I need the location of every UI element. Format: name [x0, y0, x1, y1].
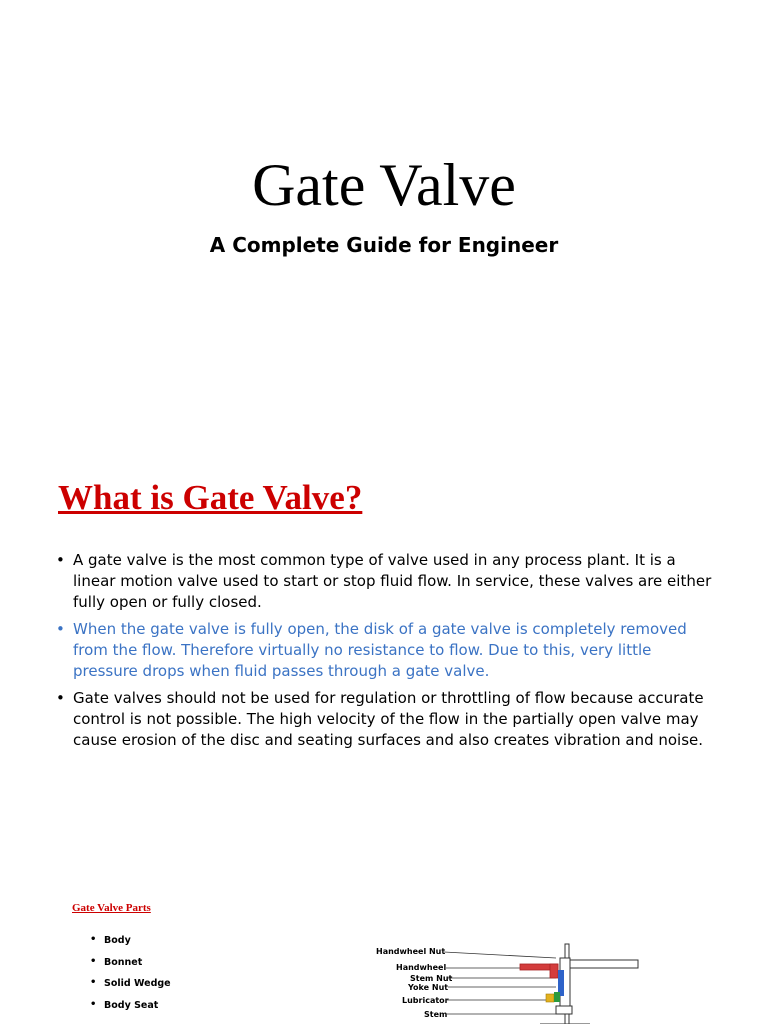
- bullet-item: [56, 688, 716, 751]
- bullet-list: [56, 550, 716, 757]
- gate-valve-diagram: [360, 940, 650, 1024]
- bullet-text: A gate valve is the most common type of valve used in any process plant. It is a linear motion valve used to start or stop fluid flow. In service, these valves are either fully open or fully closed.: [73, 551, 712, 611]
- title-slide: [0, 0, 768, 430]
- bullet-dot-icon: •: [90, 998, 97, 1010]
- diagram-label: Yoke Nut: [408, 983, 449, 992]
- diagram-label: Stem Nut: [410, 974, 453, 983]
- bullet-text: When the gate valve is fully open, the disk of a gate valve is completely removed from the flow. Therefore virtually no resistance to flow. Due to this, very little pressure drops when fluid passes through a gate valve.: [73, 620, 687, 680]
- part-item: [90, 934, 171, 956]
- part-label: Body Seat: [104, 999, 159, 1011]
- part-label: Body: [104, 935, 131, 946]
- section-heading: What is Gate Valve?: [58, 478, 363, 517]
- part-item: [90, 999, 171, 1021]
- bullet-dot-icon: •: [56, 620, 65, 638]
- parts-list: [90, 934, 171, 1020]
- bullet-dot-icon: •: [56, 689, 65, 707]
- part-item: [90, 956, 171, 978]
- diagram-label: Stem: [424, 1010, 448, 1019]
- part-label: Solid Wedge: [104, 978, 171, 989]
- diagram-label: Lubricator: [402, 996, 449, 1005]
- diagram-label: Handwheel: [396, 963, 447, 972]
- slide-title: Gate Valve: [252, 152, 516, 218]
- bullet-dot-icon: •: [56, 551, 65, 569]
- bullet-text: Gate valves should not be used for regulation or throttling of flow because accurate control is not possible. The high velocity of the flow in the partially open valve may cause erosion of the disc and seating surfaces and also creates vibration and noise.: [73, 689, 704, 749]
- bullet-item: [56, 619, 716, 682]
- bullet-dot-icon: •: [90, 934, 97, 945]
- slide-subtitle: A Complete Guide for Engineer: [209, 233, 559, 257]
- parts-heading: Gate Valve Parts: [72, 902, 151, 914]
- leader-lines: [444, 952, 556, 1014]
- gate-valve-parts-slide: [0, 860, 768, 1024]
- part-label: Bonnet: [104, 956, 143, 968]
- part-item: [90, 977, 171, 999]
- diagram-label: Handwheel Nut: [376, 947, 446, 956]
- bullet-dot-icon: •: [90, 955, 97, 967]
- bullet-dot-icon: •: [90, 977, 97, 988]
- valve-drawing: [520, 944, 638, 1024]
- bullet-item: [56, 550, 716, 613]
- what-is-gate-valve-slide: [0, 430, 768, 860]
